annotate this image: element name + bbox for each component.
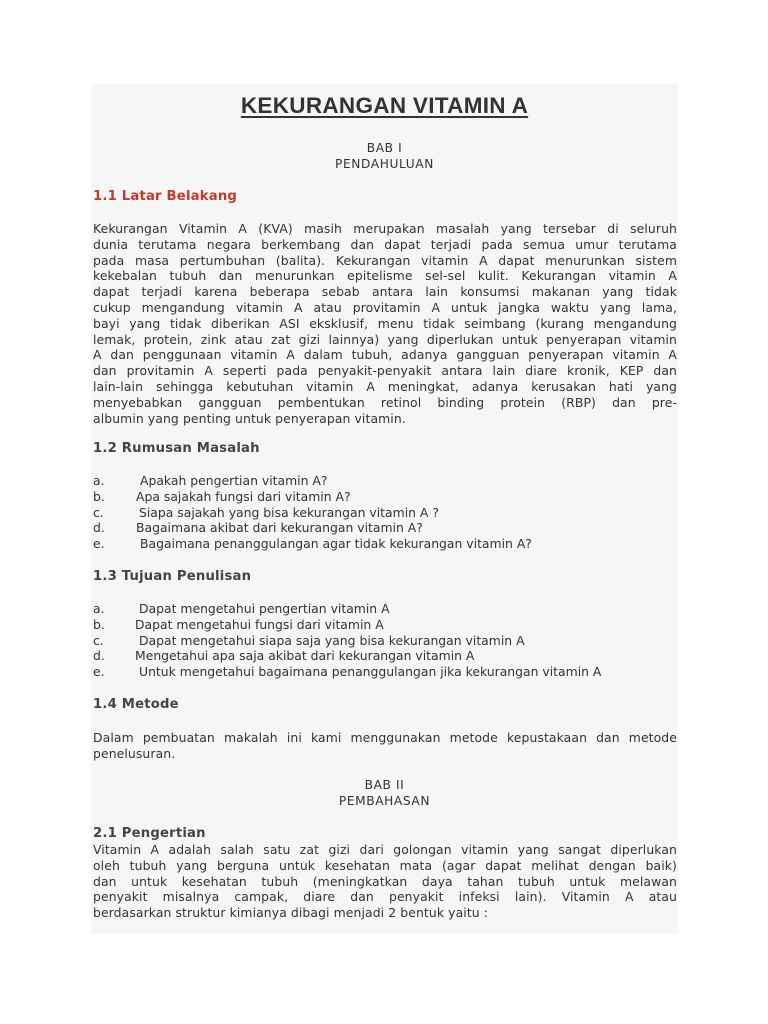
- list-marker: a.: [93, 473, 105, 488]
- text-line: A dan penggunaan vitamin A dalam tubuh, adanya gangguan penyerapan vitamin A: [93, 347, 677, 363]
- section-heading-tujuan-penulisan: 1.3 Tujuan Penulisan: [93, 569, 252, 584]
- section-heading-latar-belakang: 1.1 Latar Belakang: [93, 189, 238, 204]
- list-item-text: Dapat mengetahui pengertian vitamin A: [139, 601, 390, 616]
- list-item: [93, 520, 677, 536]
- list-marker: b.: [93, 488, 105, 504]
- text-line: kekebalan tubuh dan menurunkan epitelisme sel-sel kulit. Kekurangan vitamin A: [93, 268, 677, 284]
- text-line: lain-lain sehingga kebutuhan vitamin A meningkat, adanya kerusakan hati yang: [93, 378, 677, 394]
- list-item: [93, 617, 677, 633]
- list-item-text: Apa sajakah fungsi dari vitamin A?: [136, 488, 351, 504]
- text-line: cukup mengandung vitamin A atau provitamin A untuk jangka waktu yang lama,: [93, 299, 677, 315]
- list-marker: c.: [93, 504, 104, 520]
- text-line: penelusuran.: [93, 745, 176, 761]
- document-title: KEKURANGAN VITAMIN A: [240, 93, 529, 118]
- text-line: dapat terjadi karena beberapa sebab antara lain konsumsi makanan yang tidak: [93, 284, 677, 300]
- text-line: oleh tubuh yang berguna untuk kesehatan mata (agar dapat melihat dengan baik): [93, 857, 677, 873]
- list-item: [93, 505, 677, 521]
- list-marker: d.: [93, 520, 105, 536]
- text-line: Dalam pembuatan makalah ini kami menggunakan metode kepustakaan dan metode: [93, 730, 677, 745]
- list-marker: b.: [93, 616, 105, 632]
- text-line: dunia terutama negara berkembang dan dapat terjadi pada semua umur terutama: [93, 236, 677, 252]
- list-item-text: Mengetahui apa saja akibat dari kekurangan vitamin A: [135, 648, 475, 664]
- chapter-label: BAB II: [364, 778, 405, 792]
- list-item-text: Apakah pengertian vitamin A?: [140, 473, 328, 488]
- list-item-text: Dapat mengetahui fungsi dari vitamin A: [135, 616, 384, 632]
- list-item-text: Dapat mengetahui siapa saja yang bisa kekurangan vitamin A: [139, 632, 525, 648]
- list-item: [93, 633, 677, 649]
- list-marker: e.: [93, 664, 105, 680]
- text-line: pada masa pertumbuhan (balita). Kekurangan vitamin A dapat menurunkan sistem: [93, 252, 677, 268]
- rumusan-masalah-list: [93, 473, 677, 552]
- list-marker: a.: [93, 601, 105, 616]
- section-heading-metode: 1.4 Metode: [93, 697, 179, 712]
- text-line: albumin yang penting untuk penyerapan vitamin.: [93, 410, 406, 426]
- paragraph-pengertian: [93, 842, 677, 921]
- text-line: berdasarkan struktur kimianya dibagi menjadi 2 bentuk yaitu :: [93, 905, 489, 921]
- list-item: [93, 473, 677, 489]
- text-line: dan provitamin A seperti pada penyakit-penyakit antara lain diare kronik, KEP dan: [93, 363, 677, 379]
- list-marker: d.: [93, 648, 105, 664]
- chapter-name: PEMBAHASAN: [338, 794, 431, 808]
- text-line: dan untuk kesehatan tubuh (meningkatkan daya tahan tubuh untuk melawan: [93, 873, 677, 889]
- list-item: [93, 536, 677, 552]
- list-item-text: Bagaimana akibat dari kekurangan vitamin A?: [136, 520, 423, 536]
- chapter-label: BAB I: [366, 141, 403, 155]
- list-item-text: Untuk mengetahui bagaimana penanggulangan jika kekurangan vitamin A: [139, 664, 602, 680]
- list-item: [93, 601, 677, 617]
- list-marker: c.: [93, 632, 104, 648]
- text-line: menyebabkan gangguan pembentukan retinol binding protein (RBP) dan pre-: [93, 394, 677, 410]
- text-line: lemak, protein, zink atau zat gizi lainnya) yang diperlukan untuk penyerapan vitamin: [93, 331, 677, 347]
- list-item: [93, 664, 677, 680]
- chapter-name: PENDAHULUAN: [335, 157, 434, 171]
- list-item: [93, 648, 677, 664]
- text-line: penyakit misalnya campak, diare dan penyakit infeksi lain). Vitamin A atau: [93, 889, 677, 905]
- tujuan-penulisan-list: [93, 601, 677, 680]
- section-heading-pengertian: 2.1 Pengertian: [93, 826, 206, 841]
- list-item-text: Siapa sajakah yang bisa kekurangan vitamin A ?: [139, 504, 439, 520]
- list-item-text: Bagaimana penanggulangan agar tidak kekurangan vitamin A?: [140, 536, 532, 552]
- paragraph-latar-belakang: [93, 221, 677, 426]
- text-line: Kekurangan Vitamin A (KVA) masih merupakan masalah yang tersebar di seluruh: [93, 221, 677, 236]
- paragraph-metode: [93, 730, 677, 762]
- list-item: [93, 489, 677, 505]
- document-page: [91, 84, 678, 934]
- text-line: bayi yang tidak diberikan ASI eksklusif, menu tidak seimbang (kurang mengandung: [93, 315, 677, 331]
- list-marker: e.: [93, 536, 105, 552]
- text-line: Vitamin A adalah salah satu zat gizi dari golongan vitamin yang sangat diperlukan: [93, 842, 677, 857]
- section-heading-rumusan-masalah: 1.2 Rumusan Masalah: [93, 441, 260, 456]
